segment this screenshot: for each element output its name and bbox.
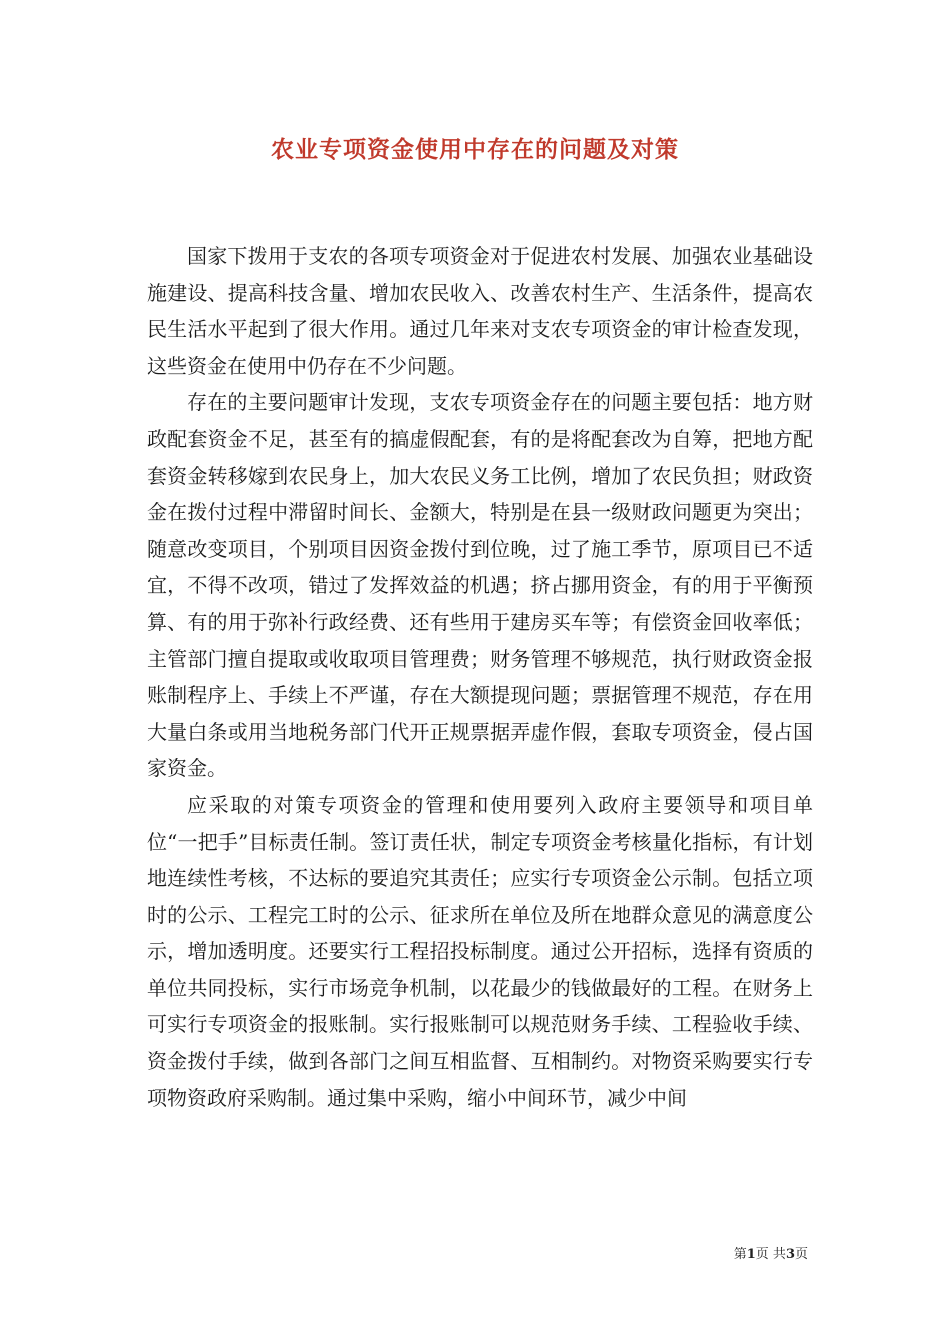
footer-total-pages: 3 xyxy=(785,1247,795,1262)
footer-suffix: 页 xyxy=(794,1247,808,1262)
footer-middle: 页 共 xyxy=(755,1247,786,1262)
footer-current-page: 1 xyxy=(746,1247,756,1262)
page-number-footer xyxy=(0,1246,808,1264)
paragraph-countermeasures: 应采取的对策专项资金的管理和使用要列入政府主要领导和项目单位“一把手”目标责任制。签订责任状，制定专项资金考核量化指标，有计划地连续性考核，不达标的要追究其责任；应实行专项资金公示制。包括立项时的公示、工程完工时的公示、征求所在单位及所在地群众意见的满意度公示，增加透明度。还要实行工程招投标制度。通过公开招标，选择有资质的单位共同投标，实行市场竞争机制，以花最少的钱做最好的工程。在财务上可实行专项资金的报账制。实行报账制可以规范财务手续、工程验收手续、资金拨付手续，做到各部门之间互相监督、互相制约。对物资采购要实行专项物资政府采购制。通过集中采购，缩小中间环节，减少中间 xyxy=(147,792,813,1110)
paragraph-problems: 存在的主要问题审计发现，支农专项资金存在的问题主要包括：地方财政配套资金不足，甚至有的搞虚假配套，有的是将配套改为自筹，把地方配套资金转移嫁到农民身上，加大农民义务工比例，增加了农民负担；财政资金在拨付过程中滞留时间长、金额大，特别是在县一级财政问题更为突出；随意改变项目，个别项目因资金拨付到位晚，过了施工季节，原项目已不适宜，不得不改项，错过了发挥效益的机遇；挤占挪用资金，有的用于平衡预算、有的用于弥补行政经费、还有些用于建房买车等；有偿资金回收率低；主管部门擅自提取或收取项目管理费；财务管理不够规范，执行财政资金报账制程序上、手续上不严谨，存在大额提现问题；票据管理不规范，存在用大量白条或用当地税务部门代开正规票据弄虚作假，套取专项资金，侵占国家资金。 xyxy=(147,390,813,781)
document-title: 农业专项资金使用中存在的问题及对策 xyxy=(271,136,679,163)
footer-prefix: 第 xyxy=(733,1247,747,1262)
paragraph-intro: 国家下拨用于支农的各项专项资金对于促进农村发展、加强农业基础设施建设、提高科技含量、增加农民收入、改善农村生产、生活条件，提高农民生活水平起到了很大作用。通过几年来对支农专项资金的审计检查发现，这些资金在使用中仍存在不少问题。 xyxy=(147,244,813,378)
document-body xyxy=(147,238,813,1116)
